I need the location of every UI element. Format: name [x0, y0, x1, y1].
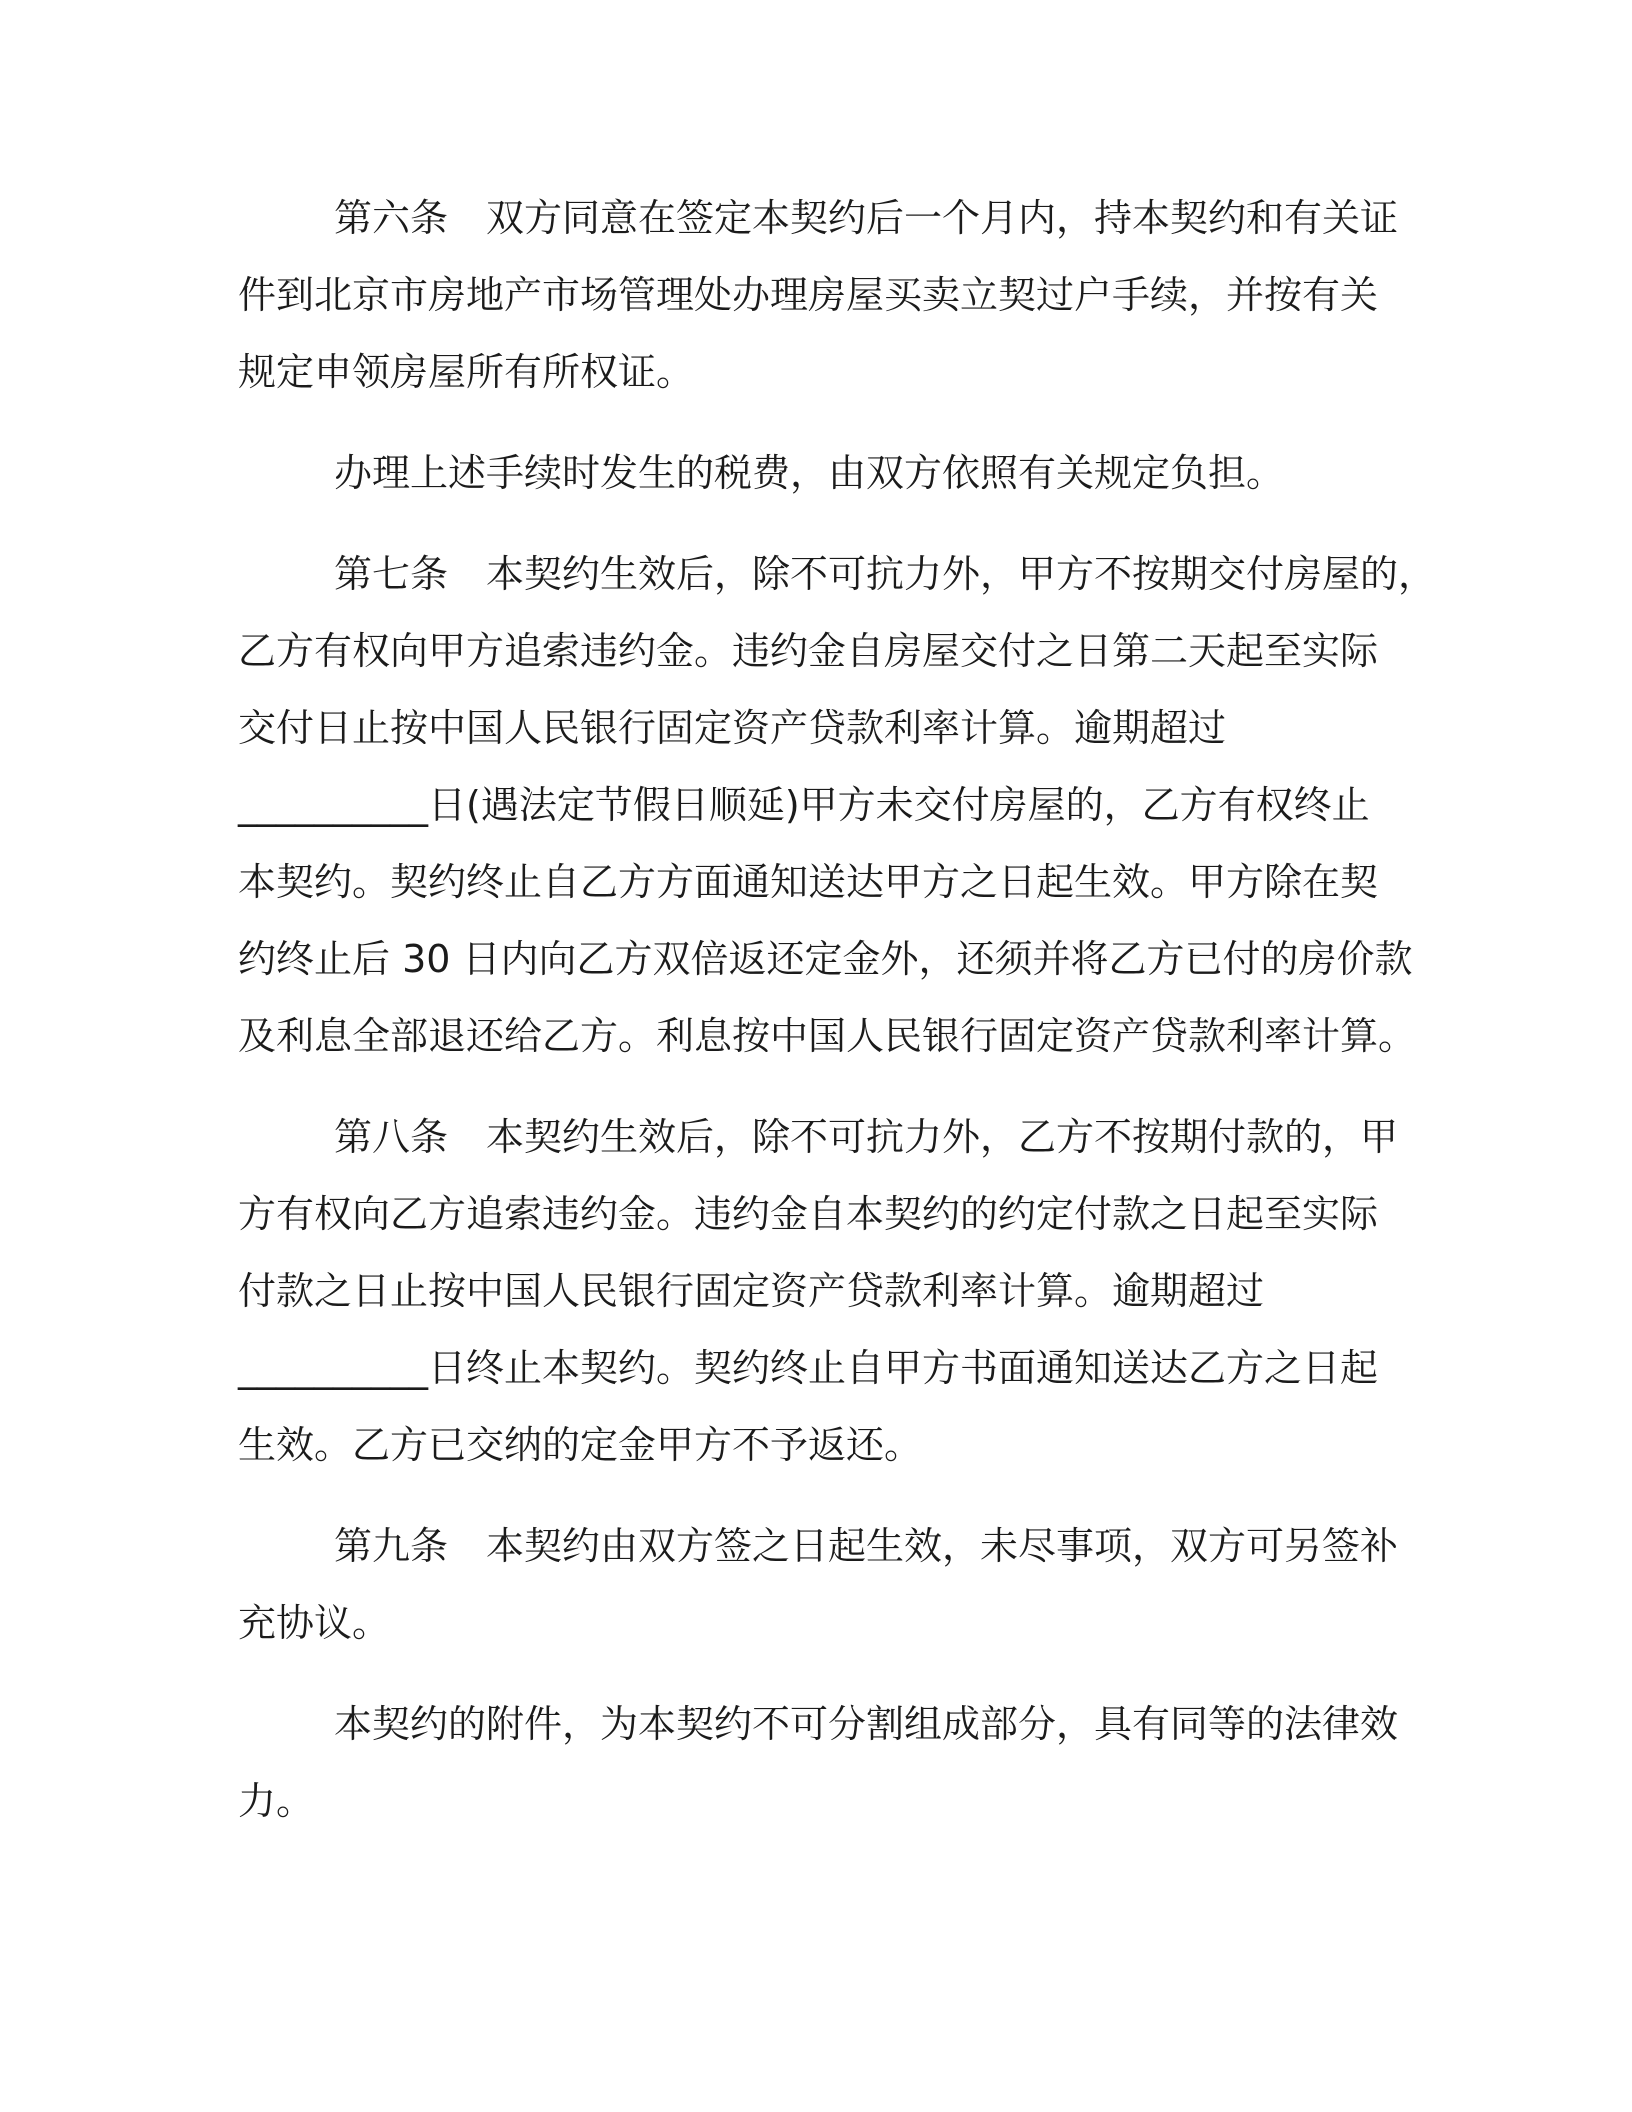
- paragraph-line: __________日(遇法定节假日顺延)甲方未交付房屋的，乙方有权终止: [238, 783, 1370, 827]
- article-6-paragraph: [238, 180, 1398, 411]
- paragraph-line: 本契约的附件，为本契约不可分割组成部分，具有同等的法律效: [334, 1702, 1399, 1746]
- paragraph-line: 付款之日止按中国人民银行固定资产贷款利率计算。逾期超过: [238, 1269, 1265, 1313]
- paragraph-line: 乙方有权向甲方追索违约金。违约金自房屋交付之日第二天起至实际: [238, 629, 1379, 673]
- article-7-paragraph: [238, 536, 1437, 1075]
- paragraph-line: 方有权向乙方追索违约金。违约金自本契约的约定付款之日起至实际: [238, 1192, 1379, 1236]
- attachment-paragraph: [238, 1686, 1398, 1840]
- article-8-paragraph: [238, 1099, 1398, 1484]
- paragraph-line: 件到北京市房地产市场管理处办理房屋买卖立契过户手续，并按有关: [238, 273, 1379, 317]
- tax-fee-paragraph: [238, 435, 1398, 512]
- paragraph-line: 第八条 本契约生效后，除不可抗力外，乙方不按期付款的，甲: [334, 1115, 1399, 1159]
- paragraph-line: 办理上述手续时发生的税费，由双方依照有关规定负担。: [334, 451, 1285, 495]
- paragraph-line: __________日终止本契约。契约终止自甲方书面通知送达乙方之日起: [238, 1346, 1379, 1390]
- paragraph-line: 第九条 本契约由双方签之日起生效，未尽事项，双方可另签补: [334, 1524, 1399, 1568]
- paragraph-line: 充协议。: [238, 1601, 391, 1645]
- paragraph-line: 生效。乙方已交纳的定金甲方不予返还。: [238, 1423, 923, 1467]
- paragraph-line: 及利息全部退还给乙方。利息按中国人民银行固定资产贷款利率计算。: [238, 1014, 1417, 1058]
- paragraph-line: 力。: [238, 1779, 315, 1823]
- document-body: [238, 180, 1437, 1864]
- article-9-paragraph: [238, 1508, 1398, 1662]
- paragraph-line: 第六条 双方同意在签定本契约后一个月内，持本契约和有关证: [334, 196, 1399, 240]
- paragraph-line: 交付日止按中国人民银行固定资产贷款利率计算。逾期超过: [238, 706, 1227, 750]
- paragraph-line: 约终止后 30 日内向乙方双倍返还定金外，还须并将乙方已付的房价款: [238, 937, 1413, 981]
- paragraph-line: 第七条 本契约生效后，除不可抗力外，甲方不按期交付房屋的，: [334, 552, 1437, 596]
- paragraph-line: 本契约。契约终止自乙方方面通知送达甲方之日起生效。甲方除在契: [238, 860, 1379, 904]
- paragraph-line: 规定申领房屋所有所权证。: [238, 350, 695, 394]
